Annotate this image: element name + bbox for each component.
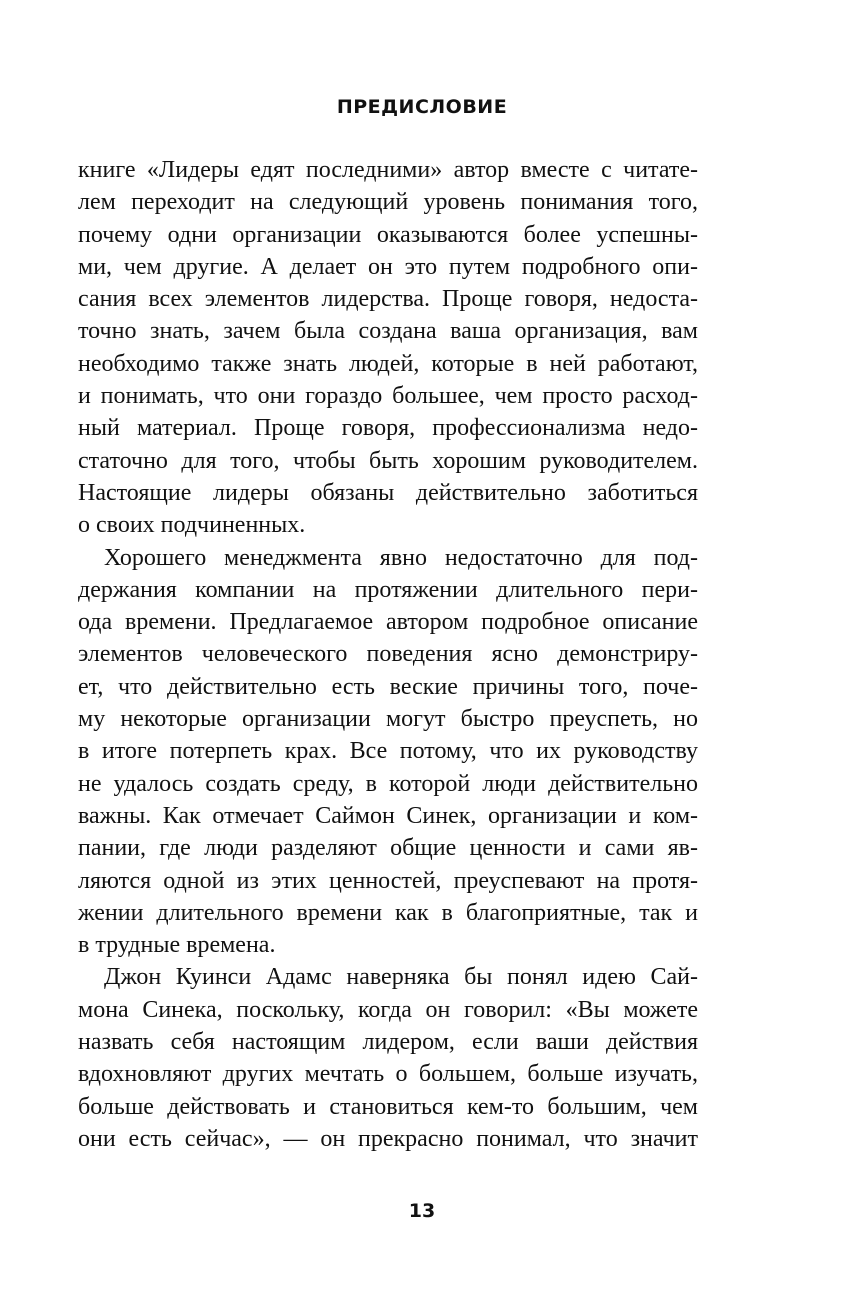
- text-line: ный материал. Проще говоря, профессионализма недо-: [78, 415, 698, 442]
- text-line: о своих подчиненных.: [78, 512, 306, 539]
- text-line: они есть сейчас», — он прекрасно понимал, что значит: [78, 1125, 698, 1152]
- text-line: больше действовать и становиться кем-то большим, чем: [78, 1093, 698, 1120]
- text-line: и понимать, что они гораздо большее, чем просто расход-: [78, 383, 698, 410]
- text-line: ляются одной из этих ценностей, преуспевают на протя-: [78, 867, 698, 894]
- text-line: мона Синека, поскольку, когда он говорил: «Вы можете: [78, 996, 698, 1023]
- text-line: му некоторые организации могут быстро преуспеть, но: [78, 706, 698, 733]
- text-line: ми, чем другие. А делает он это путем подробного опи-: [78, 253, 698, 280]
- text-line: книге «Лидеры едят последними» автор вместе с читате-: [78, 157, 698, 183]
- body-text: [78, 154, 698, 1155]
- text-line: почему одни организации оказываются более успешны-: [78, 221, 698, 248]
- running-head: ПРЕДИСЛОВИЕ: [336, 96, 508, 118]
- text-line: элементов человеческого поведения ясно демонстриру-: [78, 641, 698, 668]
- text-line: Джон Куинси Адамс наверняка бы понял идею Сай-: [104, 964, 698, 991]
- text-line: лем переходит на следующий уровень понимания того,: [78, 189, 698, 216]
- text-line: держания компании на протяжении длительного пери-: [78, 576, 698, 603]
- text-line: в итоге потерпеть крах. Все потому, что их руководству: [78, 738, 698, 765]
- text-line: сания всех элементов лидерства. Проще говоря, недоста-: [78, 286, 698, 313]
- text-line: пании, где люди разделяют общие ценности и сами яв-: [78, 835, 698, 862]
- text-line: статочно для того, чтобы быть хорошим руководителем.: [78, 447, 698, 474]
- text-line: Настоящие лидеры обязаны действительно заботиться: [78, 479, 698, 506]
- text-line: жении длительного времени как в благоприятные, так и: [78, 899, 698, 926]
- page-number: 13: [408, 1200, 436, 1222]
- text-line: не удалось создать среду, в которой люди действительно: [78, 770, 698, 797]
- text-line: в трудные времена.: [78, 932, 276, 959]
- text-line: ет, что действительно есть веские причины того, поче-: [78, 673, 698, 700]
- text-line: назвать себя настоящим лидером, если ваши действия: [78, 1029, 698, 1056]
- text-line: Хорошего менеджмента явно недостаточно для под-: [104, 544, 698, 571]
- text-line: ода времени. Предлагаемое автором подробное описание: [78, 609, 698, 636]
- text-line: вдохновляют других мечтать о большем, больше изучать,: [78, 1061, 698, 1088]
- text-line: необходимо также знать людей, которые в ней работают,: [78, 350, 698, 377]
- text-line: важны. Как отмечает Саймон Синек, организации и ком-: [78, 802, 698, 829]
- text-line: точно знать, зачем была создана ваша организация, вам: [78, 318, 698, 345]
